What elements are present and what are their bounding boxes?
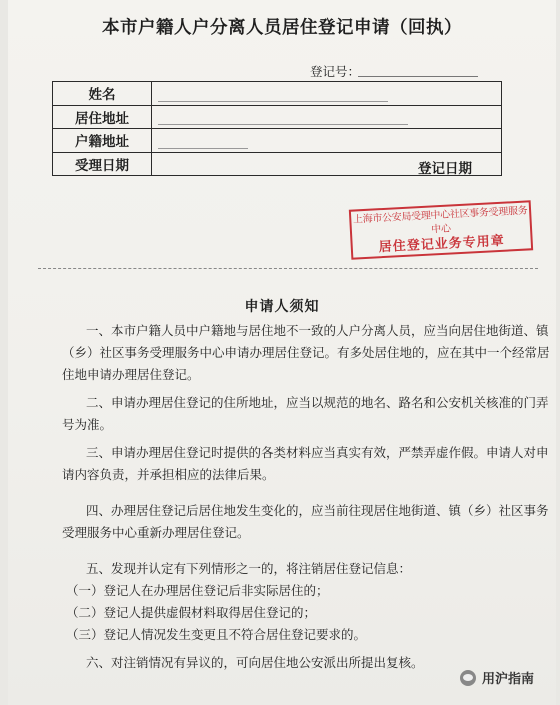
household-address-value (152, 129, 502, 153)
notice-paragraph-5: 五、发现并认定有下列情形之一的，将注销居住登记信息： (86, 561, 412, 576)
stamp-line-1: 上海市公安局受理中心社区事务受理服务中心 (352, 205, 528, 236)
registration-number-label: 登记号： (310, 64, 361, 79)
residence-address-label: 居住地址 (53, 105, 152, 129)
table-row (53, 152, 502, 176)
name-value (152, 82, 502, 106)
notice-title: 申请人须知 (244, 299, 320, 315)
notice-paragraph-3: 三、申请办理居住登记时提供的各类材料应当真实有效，严禁弄虚作假。申请人对申请内容负责，并承担相应的法律后果。 (62, 445, 549, 482)
watermark-text: 用沪指南 (482, 672, 535, 687)
wechat-icon (460, 670, 476, 686)
notice-item-1: （一）登记人在办理居住登记后非实际居住的； (66, 583, 329, 598)
notice-paragraph-2: 二、申请办理居住登记的住所地址，应当以规范的地名、路名和公安机关核准的门弄号为准。 (62, 395, 549, 432)
document-page (8, 0, 556, 705)
residence-address-value (152, 105, 502, 129)
stamp-line-2: 居住登记业务专用章 (378, 233, 506, 256)
document-title: 本市户籍人户分离人员居住登记申请（回执） (102, 18, 462, 38)
cut-line (38, 268, 538, 269)
table-row (53, 105, 502, 129)
table-row (53, 129, 502, 153)
accept-date-label: 受理日期 (53, 152, 152, 176)
notice-paragraph-1: 一、本市户籍人员中户籍地与居住地不一致的人户分离人员，应当向居住地街道、镇（乡）社区事务受理服务中心申请办理居住登记。有多处居住地的，应在其中一个经常居住地申请办理居住登记。 (62, 323, 550, 382)
info-table (52, 81, 502, 176)
registration-date-label: 登记日期 (418, 160, 472, 177)
household-address-label: 户籍地址 (53, 129, 152, 153)
official-stamp (349, 200, 533, 259)
notice-paragraph-6: 六、对注销情况有异议的，可向居住地公安派出所提出复核。 (86, 655, 424, 670)
table-row (53, 82, 502, 106)
name-label: 姓名 (53, 82, 152, 106)
registration-number-line (358, 76, 478, 77)
notice-paragraph-4: 四、办理居住登记后居住地发生变化的，应当前往现居住地街道、镇（乡）社区事务受理服务中心重新办理居住登记。 (62, 503, 549, 540)
notice-item-2: （二）登记人提供虚假材料取得居住登记的； (66, 605, 317, 620)
accept-date-value (152, 152, 502, 176)
watermark (460, 668, 534, 687)
notice-item-3: （三）登记人情况发生变更且不符合居住登记要求的。 (66, 627, 367, 642)
